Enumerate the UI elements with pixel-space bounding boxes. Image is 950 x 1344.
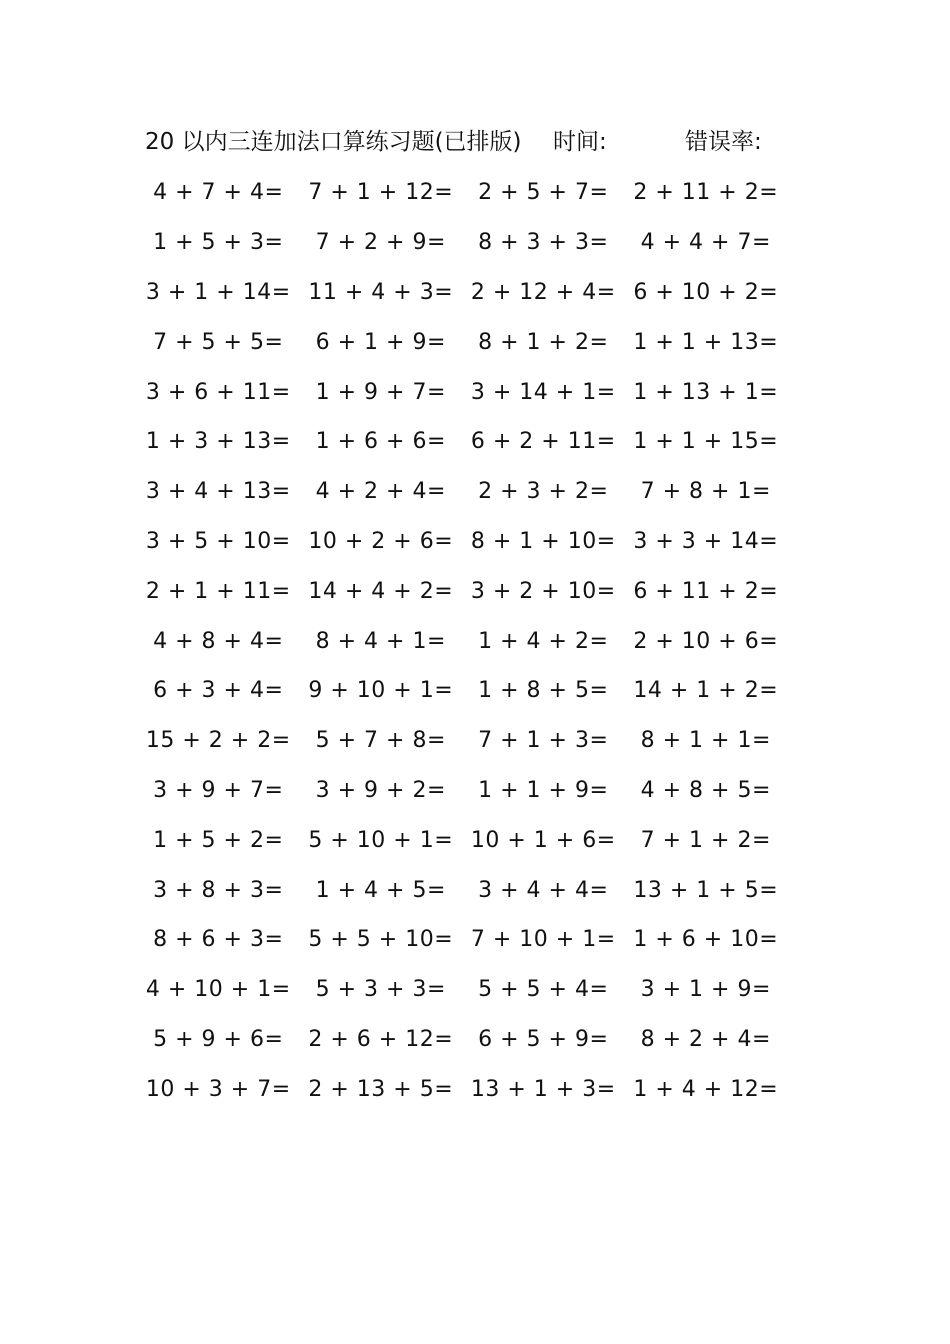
problem-item: 2 + 1 + 11=: [145, 578, 291, 604]
problem-item: 3 + 3 + 14=: [633, 528, 779, 554]
problem-item: 1 + 5 + 2=: [153, 827, 284, 853]
problem-item: 3 + 4 + 4=: [478, 877, 609, 903]
problem-item: 7 + 1 + 3=: [478, 728, 609, 754]
problem-item: 3 + 14 + 1=: [470, 379, 616, 405]
problem-item: 13 + 1 + 5=: [633, 877, 779, 903]
problem-row: [137, 716, 787, 766]
problem-item: 2 + 6 + 12=: [308, 1026, 454, 1052]
problem-item: 7 + 1 + 2=: [640, 827, 771, 853]
problem-item: 1 + 1 + 13=: [633, 329, 779, 355]
problem-row: [137, 517, 787, 567]
problem-item: 6 + 5 + 9=: [478, 1026, 609, 1052]
problem-item: 3 + 2 + 10=: [470, 578, 616, 604]
problem-item: 1 + 5 + 3=: [153, 230, 284, 256]
problem-item: 5 + 5 + 10=: [308, 927, 454, 953]
problem-item: 6 + 3 + 4=: [153, 678, 284, 704]
problem-item: 10 + 3 + 7=: [145, 1076, 291, 1102]
problem-item: 7 + 8 + 1=: [640, 479, 771, 505]
problem-item: 4 + 8 + 5=: [640, 777, 771, 803]
problem-row: [137, 566, 787, 616]
problem-item: 10 + 1 + 6=: [470, 827, 616, 853]
problem-item: 5 + 5 + 4=: [478, 977, 609, 1003]
problem-item: 11 + 4 + 3=: [308, 279, 454, 305]
problem-row: [137, 218, 787, 268]
problem-item: 6 + 2 + 11=: [470, 429, 616, 455]
problem-item: 2 + 11 + 2=: [633, 180, 779, 206]
problem-item: 1 + 8 + 5=: [478, 678, 609, 704]
problem-item: 8 + 1 + 2=: [478, 329, 609, 355]
problem-item: 14 + 1 + 2=: [633, 678, 779, 704]
problem-item: 5 + 3 + 3=: [315, 977, 446, 1003]
problem-item: 2 + 13 + 5=: [308, 1076, 454, 1102]
problem-row: [137, 1064, 787, 1114]
problem-row: [137, 367, 787, 417]
problem-item: 10 + 2 + 6=: [308, 528, 454, 554]
problem-item: 3 + 9 + 7=: [153, 777, 284, 803]
problem-row: [137, 965, 787, 1015]
problem-grid: [137, 168, 787, 1114]
problem-item: 2 + 10 + 6=: [633, 628, 779, 654]
error-rate-label: 错误率:: [685, 129, 762, 155]
problem-item: 1 + 1 + 9=: [478, 777, 609, 803]
problem-row: [137, 317, 787, 367]
problem-item: 15 + 2 + 2=: [145, 728, 291, 754]
problem-item: 5 + 9 + 6=: [153, 1026, 284, 1052]
problem-item: 5 + 10 + 1=: [308, 827, 454, 853]
problem-item: 3 + 1 + 9=: [640, 977, 771, 1003]
problem-item: 7 + 10 + 1=: [470, 927, 616, 953]
problem-row: [137, 666, 787, 716]
problem-item: 3 + 8 + 3=: [153, 877, 284, 903]
problem-item: 3 + 5 + 10=: [145, 528, 291, 554]
problem-item: 1 + 4 + 2=: [478, 628, 609, 654]
problem-item: 3 + 1 + 14=: [145, 279, 291, 305]
problem-item: 14 + 4 + 2=: [308, 578, 454, 604]
worksheet-title: 20 以内三连加法口算练习题(已排版): [145, 129, 522, 155]
problem-item: 8 + 3 + 3=: [478, 230, 609, 256]
problem-item: 8 + 4 + 1=: [315, 628, 446, 654]
problem-item: 7 + 2 + 9=: [315, 230, 446, 256]
problem-item: 4 + 2 + 4=: [315, 479, 446, 505]
problem-item: 4 + 8 + 4=: [153, 628, 284, 654]
problem-item: 6 + 11 + 2=: [633, 578, 779, 604]
problem-item: 8 + 1 + 10=: [470, 528, 616, 554]
problem-item: 1 + 4 + 5=: [315, 877, 446, 903]
problem-item: 3 + 4 + 13=: [145, 479, 291, 505]
problem-item: 13 + 1 + 3=: [470, 1076, 616, 1102]
problem-item: 1 + 6 + 10=: [633, 927, 779, 953]
time-label: 时间:: [553, 129, 607, 155]
problem-item: 4 + 7 + 4=: [153, 180, 284, 206]
problem-item: 6 + 1 + 9=: [315, 329, 446, 355]
problem-row: [137, 467, 787, 517]
problem-item: 1 + 1 + 15=: [633, 429, 779, 455]
problem-row: [137, 865, 787, 915]
problem-item: 1 + 4 + 12=: [633, 1076, 779, 1102]
problem-item: 2 + 3 + 2=: [478, 479, 609, 505]
problem-item: 3 + 9 + 2=: [315, 777, 446, 803]
problem-row: [137, 766, 787, 816]
problem-row: [137, 168, 787, 218]
problem-item: 7 + 1 + 12=: [308, 180, 454, 206]
problem-item: 1 + 9 + 7=: [315, 379, 446, 405]
problem-row: [137, 915, 787, 965]
problem-row: [137, 815, 787, 865]
problem-item: 8 + 6 + 3=: [153, 927, 284, 953]
problem-row: [137, 616, 787, 666]
problem-row: [137, 268, 787, 318]
problem-item: 3 + 6 + 11=: [145, 379, 291, 405]
problem-item: 1 + 3 + 13=: [145, 429, 291, 455]
problem-item: 8 + 1 + 1=: [640, 728, 771, 754]
problem-item: 7 + 5 + 5=: [153, 329, 284, 355]
problem-item: 1 + 13 + 1=: [633, 379, 779, 405]
problem-item: 5 + 7 + 8=: [315, 728, 446, 754]
problem-item: 4 + 10 + 1=: [145, 977, 291, 1003]
problem-item: 1 + 6 + 6=: [315, 429, 446, 455]
problem-item: 4 + 4 + 7=: [640, 230, 771, 256]
problem-row: [137, 1015, 787, 1065]
problem-item: 9 + 10 + 1=: [308, 678, 454, 704]
problem-row: [137, 417, 787, 467]
worksheet-header: [145, 122, 785, 162]
problem-item: 2 + 12 + 4=: [470, 279, 616, 305]
problem-item: 6 + 10 + 2=: [633, 279, 779, 305]
problem-item: 8 + 2 + 4=: [640, 1026, 771, 1052]
problem-item: 2 + 5 + 7=: [478, 180, 609, 206]
